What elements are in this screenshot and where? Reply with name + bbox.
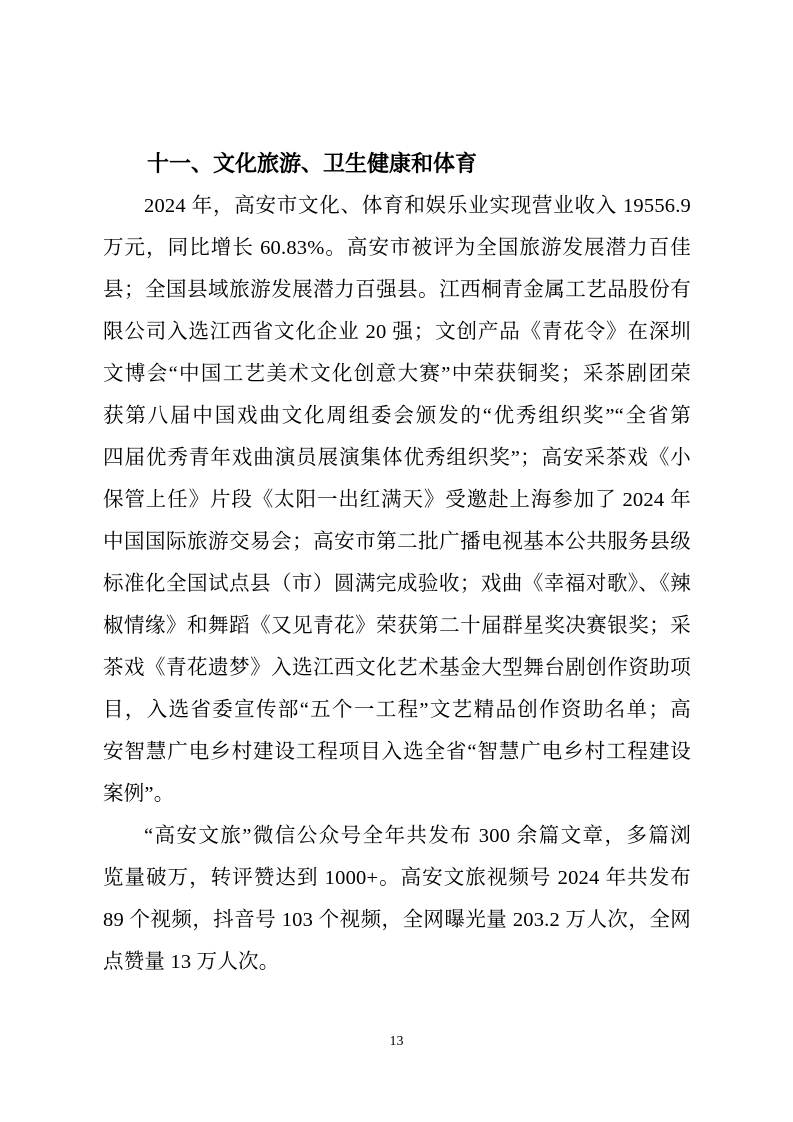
paragraph-culture-tourism — [103, 185, 691, 815]
page-number: 13 — [389, 1034, 404, 1049]
text-line: 89 个视频，抖音号 103 个视频，全网曝光量 203.2 万人次，全网 — [103, 909, 691, 931]
text-line: 椒情缘》和舞蹈《又见青花》荣获第二十届群星奖决赛银奖；采 — [103, 615, 691, 637]
text-line: 目，入选省委宣传部“五个一工程”文艺精品创作资助名单；高 — [103, 699, 691, 721]
text-line: 2024 年，高安市文化、体育和娱乐业实现营业收入 19556.9 — [144, 195, 691, 217]
paragraph-wechat-media — [103, 815, 691, 983]
text-line: 获第八届中国戏曲文化周组委会颁发的“优秀组织奖”“全省第 — [103, 405, 691, 427]
text-line: 安智慧广电乡村建设工程项目入选全省“智慧广电乡村工程建设 — [103, 741, 691, 763]
text-line: 万元，同比增长 60.83%。高安市被评为全国旅游发展潜力百佳 — [103, 237, 691, 259]
text-line: “高安文旅”微信公众号全年共发布 300 余篇文章，多篇浏 — [144, 825, 691, 847]
text-line: 中国国际旅游交易会；高安市第二批广播电视基本公共服务县级 — [103, 531, 691, 553]
text-line: 文博会“中国工艺美术文化创意大赛”中荣获铜奖；采茶剧团荣 — [103, 363, 691, 385]
text-line: 案例”。 — [103, 783, 175, 805]
section-heading: 十一、文化旅游、卫生健康和体育 — [147, 151, 478, 176]
text-line: 茶戏《青花遗梦》入选江西文化艺术基金大型舞台剧创作资助项 — [103, 657, 691, 679]
text-line: 点赞量 13 万人次。 — [103, 951, 280, 973]
text-line: 四届优秀青年戏曲演员展演集体优秀组织奖”；高安采茶戏《小 — [103, 447, 691, 469]
text-line: 标准化全国试点县（市）圆满完成验收；戏曲《幸福对歌》、《辣 — [103, 573, 691, 595]
text-line: 县；全国县域旅游发展潜力百强县。江西桐青金属工艺品股份有 — [103, 279, 691, 301]
document-content — [103, 143, 691, 983]
text-line: 览量破万，转评赞达到 1000+。高安文旅视频号 2024 年共发布 — [103, 867, 691, 889]
text-line: 保管上任》片段《太阳一出红满天》受邀赴上海参加了 2024 年 — [103, 489, 691, 511]
text-line: 限公司入选江西省文化企业 20 强；文创产品《青花令》在深圳 — [103, 321, 691, 343]
